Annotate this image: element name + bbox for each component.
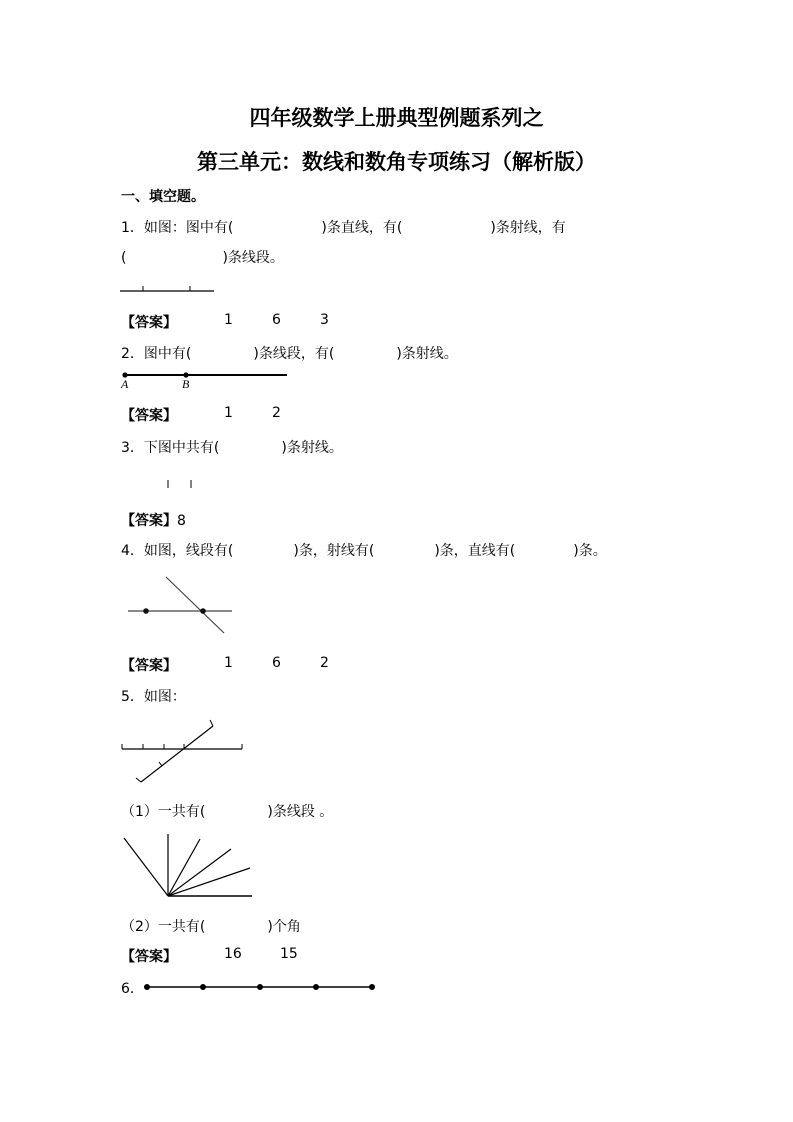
answer-1: 【答案】 1 6 3 — [121, 312, 329, 331]
question-5-figure-angles — [120, 834, 255, 899]
question-2-figure — [120, 370, 290, 394]
point-label-a: A — [121, 377, 129, 391]
question-4-text: 4．如图，线段有( )条，射线有( )条，直线有( )条。 — [121, 543, 607, 559]
question-5-part-2: （2）一共有( )个角 — [121, 919, 301, 935]
title-line-1: 四年级数学上册典型例题系列之 — [249, 106, 544, 130]
question-5-figure-segments — [115, 715, 250, 785]
answer-5: 【答案】 16 15 — [121, 946, 298, 965]
question-3-figure — [160, 478, 200, 490]
question-4-figure — [120, 570, 240, 640]
section-heading: 一、填空题。 — [121, 189, 205, 205]
question-6-number: 6． — [121, 981, 144, 997]
answer-4: 【答案】 1 6 2 — [121, 655, 329, 674]
point-label-b: B — [182, 377, 190, 391]
question-2-text: 2．图中有( )条线段，有( )条射线。 — [121, 346, 458, 362]
question-1-line-1: 1．如图：图中有( )条直线，有( )条射线，有 — [121, 220, 566, 236]
title-line-2: 第三单元：数线和数角专项练习（解析版） — [197, 150, 596, 174]
question-1-line-2: ( )条线段。 — [121, 250, 284, 266]
answer-2: 【答案】 1 2 — [121, 405, 281, 424]
question-5-text: 5．如图： — [121, 689, 186, 705]
question-6-figure — [140, 981, 380, 993]
question-1-figure — [120, 284, 216, 294]
question-3-text: 3．下图中共有( )条射线。 — [121, 440, 343, 456]
question-5-part-1: （1）一共有( )条线段 。 — [121, 804, 334, 820]
answer-3: 【答案】8 — [121, 513, 186, 529]
